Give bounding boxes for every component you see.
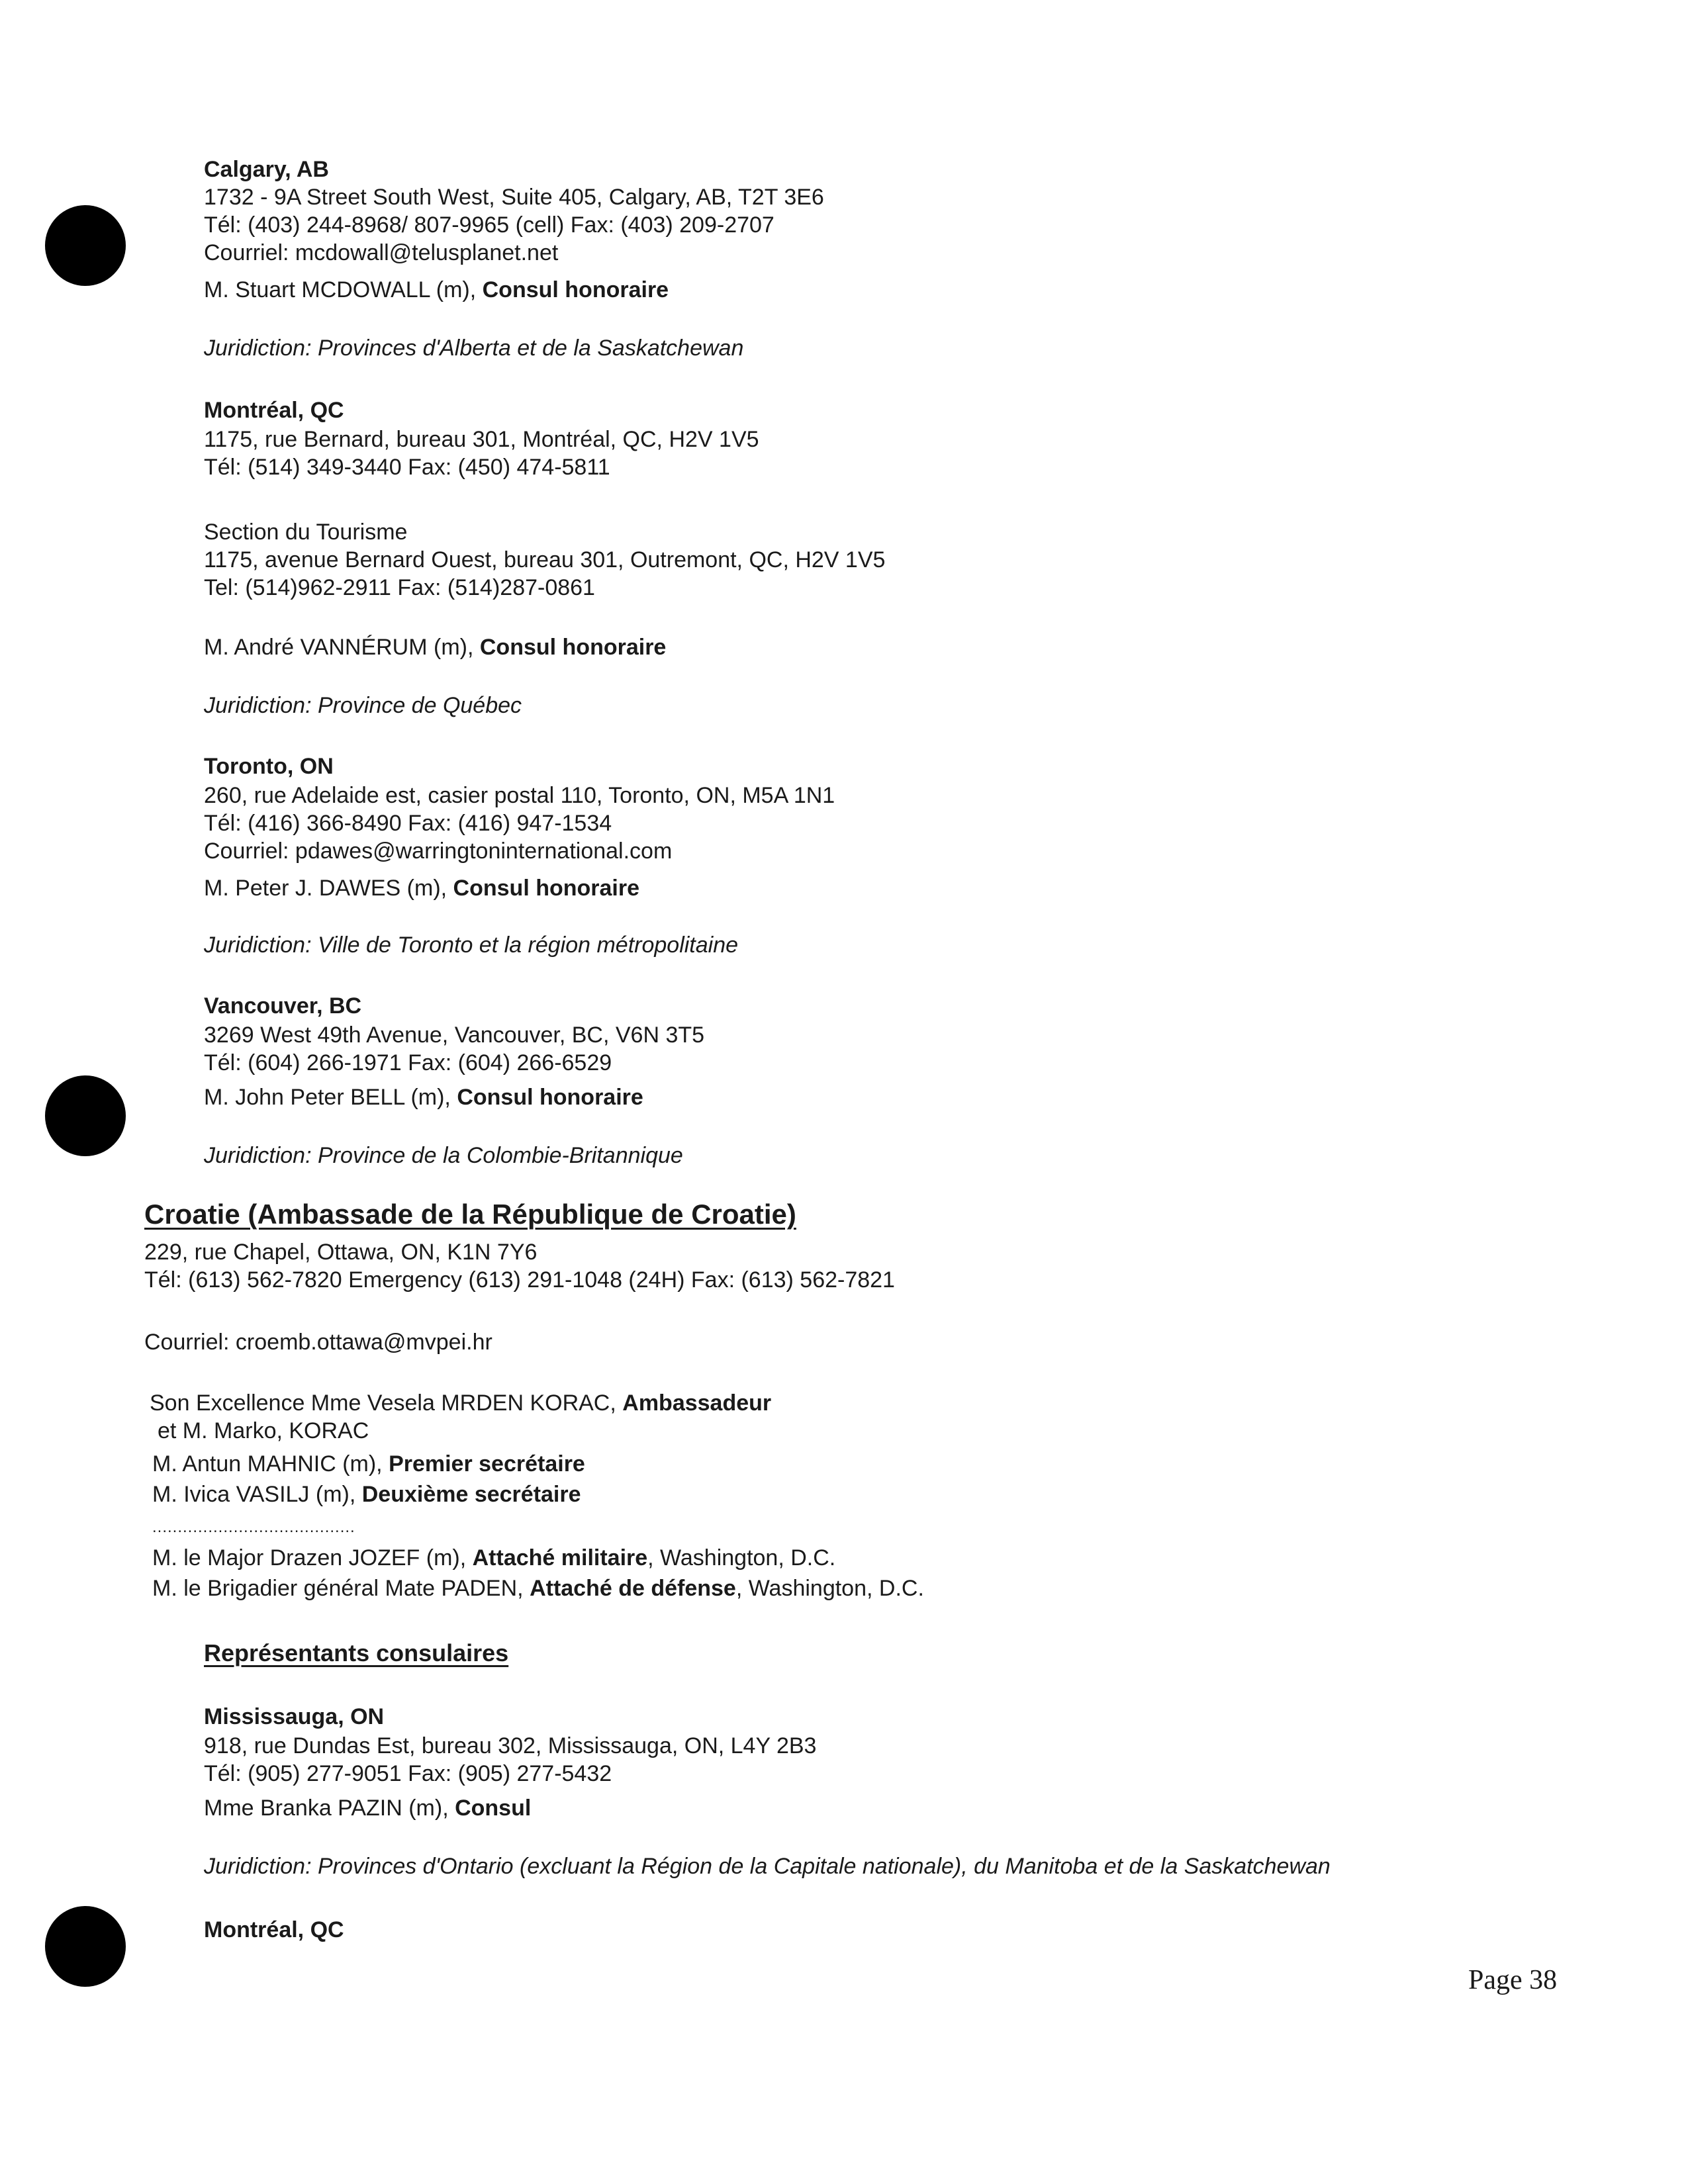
mississauga-address: 918, rue Dundas Est, bureau 302, Mississauga, ON, L4Y 2B3 [204, 1733, 817, 1758]
croatia-attache-1 [152, 1545, 835, 1571]
person-name: M. Stuart MCDOWALL (m), [204, 277, 477, 302]
attache-place: , Washington, D.C. [735, 1576, 924, 1601]
vancouver-tel: Tél: (604) 266-1971 Fax: (604) 266-6529 [204, 1050, 612, 1075]
page-number: Page 38 [1468, 1965, 1558, 1995]
mississauga-jurisdiction: Juridiction: Provinces d'Ontario (excluant la Région de la Capitale nationale), du Manitoba et de la Saskatchewan [204, 1854, 1331, 1879]
calgary-city: Calgary, AB [204, 157, 329, 182]
croatia-staff-1 [152, 1451, 585, 1477]
croatia-staff-2 [152, 1481, 581, 1508]
toronto-email: Courriel: pdawes@warringtoninternational.com [204, 839, 673, 864]
croatia-attache-2 [152, 1575, 924, 1602]
toronto-person [204, 875, 639, 901]
montreal-city: Montréal, QC [204, 398, 344, 423]
croatia-heading: Croatie (Ambassade de la République de Croatie) [144, 1199, 796, 1230]
vancouver-jurisdiction: Juridiction: Province de la Colombie-Britannique [204, 1143, 683, 1168]
person-title: Consul honoraire [457, 1085, 643, 1110]
toronto-address: 260, rue Adelaide est, casier postal 110, Toronto, ON, M5A 1N1 [204, 783, 835, 808]
person-name: M. Peter J. DAWES (m), [204, 876, 447, 901]
staff-title: Premier secrétaire [389, 1451, 585, 1477]
vancouver-address: 3269 West 49th Avenue, Vancouver, BC, V6N 3T5 [204, 1023, 705, 1048]
ambassador-name: Son Excellence Mme Vesela MRDEN KORAC, [150, 1390, 616, 1416]
toronto-city: Toronto, ON [204, 754, 334, 779]
attache-name: M. le Major Drazen JOZEF (m), [152, 1545, 467, 1570]
vancouver-city: Vancouver, BC [204, 993, 362, 1019]
person-name: M. John Peter BELL (m), [204, 1085, 451, 1110]
person-title: Consul honoraire [479, 635, 667, 660]
calgary-tel: Tél: (403) 244-8968/ 807-9965 (cell) Fax: (403) 209-2707 [204, 212, 774, 238]
montreal-jurisdiction: Juridiction: Province de Québec [204, 693, 522, 718]
croatia-tel: Tél: (613) 562-7820 Emergency (613) 291-1048 (24H) Fax: (613) 562-7821 [144, 1267, 895, 1293]
montreal-tourism-address: 1175, avenue Bernard Ouest, bureau 301, Outremont, QC, H2V 1V5 [204, 547, 886, 572]
toronto-jurisdiction: Juridiction: Ville de Toronto et la région métropolitaine [204, 933, 739, 958]
calgary-person [204, 277, 669, 303]
montreal2-city: Montréal, QC [204, 1917, 344, 1942]
dotted-separator: ........................................ [152, 1518, 355, 1536]
ambassador-title: Ambassadeur [622, 1390, 772, 1416]
vancouver-person [204, 1084, 643, 1111]
mississauga-person [204, 1795, 531, 1821]
montreal-address: 1175, rue Bernard, bureau 301, Montréal, QC, H2V 1V5 [204, 427, 759, 452]
montreal-tel: Tél: (514) 349-3440 Fax: (450) 474-5811 [204, 455, 610, 480]
montreal-tourism-tel: Tel: (514)962-2911 Fax: (514)287-0861 [204, 575, 595, 600]
punch-hole [45, 1906, 126, 1987]
person-title: Consul honoraire [453, 876, 640, 901]
croatia-address: 229, rue Chapel, Ottawa, ON, K1N 7Y6 [144, 1240, 538, 1265]
mississauga-city: Mississauga, ON [204, 1704, 385, 1729]
staff-title: Deuxième secrétaire [361, 1482, 581, 1507]
croatia-email: Courriel: croemb.ottawa@mvpei.hr [144, 1330, 492, 1355]
montreal-tourism-title: Section du Tourisme [204, 520, 408, 545]
person-title: Consul honoraire [482, 277, 669, 302]
croatia-spouse: et M. Marko, KORAC [158, 1418, 369, 1443]
mississauga-tel: Tél: (905) 277-9051 Fax: (905) 277-5432 [204, 1761, 612, 1786]
attache-title: Attaché de défense [530, 1576, 736, 1601]
attache-name: M. le Brigadier général Mate PADEN, [152, 1576, 524, 1601]
calgary-jurisdiction: Juridiction: Provinces d'Alberta et de la Saskatchewan [204, 336, 744, 361]
montreal-person [204, 634, 666, 660]
staff-name: M. Ivica VASILJ (m), [152, 1482, 356, 1507]
calgary-address: 1732 - 9A Street South West, Suite 405, Calgary, AB, T2T 3E6 [204, 185, 824, 210]
staff-name: M. Antun MAHNIC (m), [152, 1451, 383, 1477]
croatia-ambassador [150, 1390, 771, 1416]
person-name: M. André VANNÉRUM (m), [204, 635, 474, 660]
consular-heading: Représentants consulaires [204, 1639, 509, 1666]
person-title: Consul [455, 1796, 532, 1821]
attache-place: , Washington, D.C. [647, 1545, 836, 1570]
toronto-tel: Tél: (416) 366-8490 Fax: (416) 947-1534 [204, 811, 612, 836]
punch-hole [45, 205, 126, 286]
calgary-email: Courriel: mcdowall@telusplanet.net [204, 240, 559, 265]
attache-title: Attaché militaire [472, 1545, 648, 1570]
person-name: Mme Branka PAZIN (m), [204, 1796, 449, 1821]
punch-hole [45, 1075, 126, 1156]
